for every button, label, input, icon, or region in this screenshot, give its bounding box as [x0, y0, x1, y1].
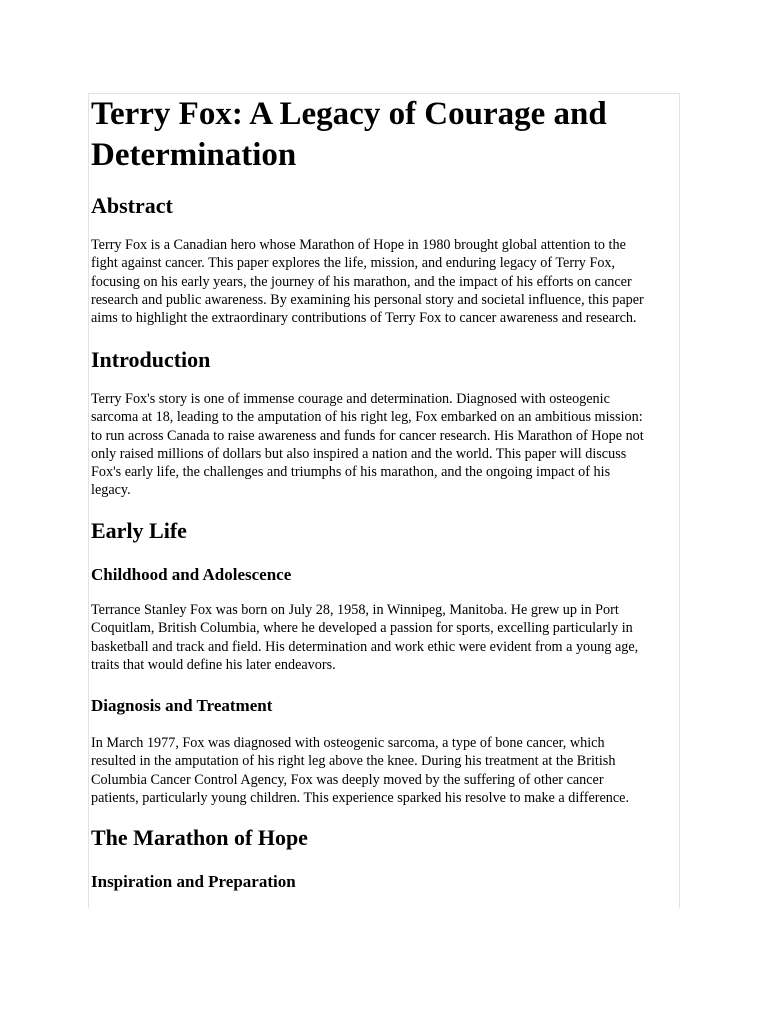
text-line: basketball and track and field. His determination and work ethic were evident from a young age,: [91, 638, 639, 655]
text-line: traits that would define his later endeavors.: [91, 656, 336, 673]
text-line: fight against cancer. This paper explores the life, mission, and enduring legacy of Terry Fox,: [91, 255, 616, 272]
abstract-paragraph: [91, 236, 679, 327]
early-life-heading: Early Life: [91, 518, 187, 543]
text-line: Terry Fox is a Canadian hero whose Marathon of Hope in 1980 brought global attention to the: [91, 237, 626, 253]
text-line: Terry Fox's story is one of immense courage and determination. Diagnosed with osteogenic: [91, 391, 610, 407]
text-line: legacy.: [91, 482, 131, 499]
inspiration-heading: Inspiration and Preparation: [91, 872, 296, 891]
text-line: Terrance Stanley Fox was born on July 28, 1958, in Winnipeg, Manitoba. He grew up in Port: [91, 602, 619, 618]
text-line: research and public awareness. By examining his personal story and societal influence, this paper: [91, 291, 644, 308]
document-title: [91, 94, 677, 176]
text-line: Fox's early life, the challenges and triumphs of his marathon, and the ongoing impact of his: [91, 464, 611, 481]
marathon-heading: The Marathon of Hope: [91, 825, 308, 850]
text-line: focusing on his early years, the journey of his marathon, and the impact of his efforts on cancer: [91, 273, 632, 290]
title-line: Determination: [91, 137, 297, 173]
text-line: only raised millions of dollars but also inspired a nation and the world. This paper will discuss: [91, 445, 627, 462]
abstract-heading: Abstract: [91, 193, 173, 218]
text-line: patients, particularly young children. This experience sparked his resolve to make a difference.: [91, 789, 630, 806]
text-line: aims to highlight the extraordinary contributions of Terry Fox to cancer awareness and research.: [91, 310, 637, 327]
title-line: Terry Fox: A Legacy of Courage and: [91, 96, 607, 132]
document-page: [88, 93, 680, 908]
diagnosis-heading: Diagnosis and Treatment: [91, 696, 273, 715]
text-line: to run across Canada to raise awareness and funds for cancer research. His Marathon of Hope not: [91, 427, 644, 444]
childhood-heading: Childhood and Adolescence: [91, 565, 292, 584]
text-line: Columbia Cancer Control Agency, Fox was deeply moved by the suffering of other cancer: [91, 771, 604, 788]
text-line: Coquitlam, British Columbia, where he developed a passion for sports, excelling particularly in: [91, 620, 633, 637]
text-line: sarcoma at 18, leading to the amputation of his right leg, Fox embarked on an ambitious mission:: [91, 409, 643, 426]
text-line: In March 1977, Fox was diagnosed with osteogenic sarcoma, a type of bone cancer, which: [91, 735, 605, 751]
diagnosis-paragraph: [91, 734, 679, 807]
childhood-paragraph: [91, 601, 679, 674]
text-line: resulted in the amputation of his right leg above the knee. During his treatment at the British: [91, 753, 616, 770]
introduction-paragraph: [91, 390, 679, 500]
introduction-heading: Introduction: [91, 347, 211, 372]
